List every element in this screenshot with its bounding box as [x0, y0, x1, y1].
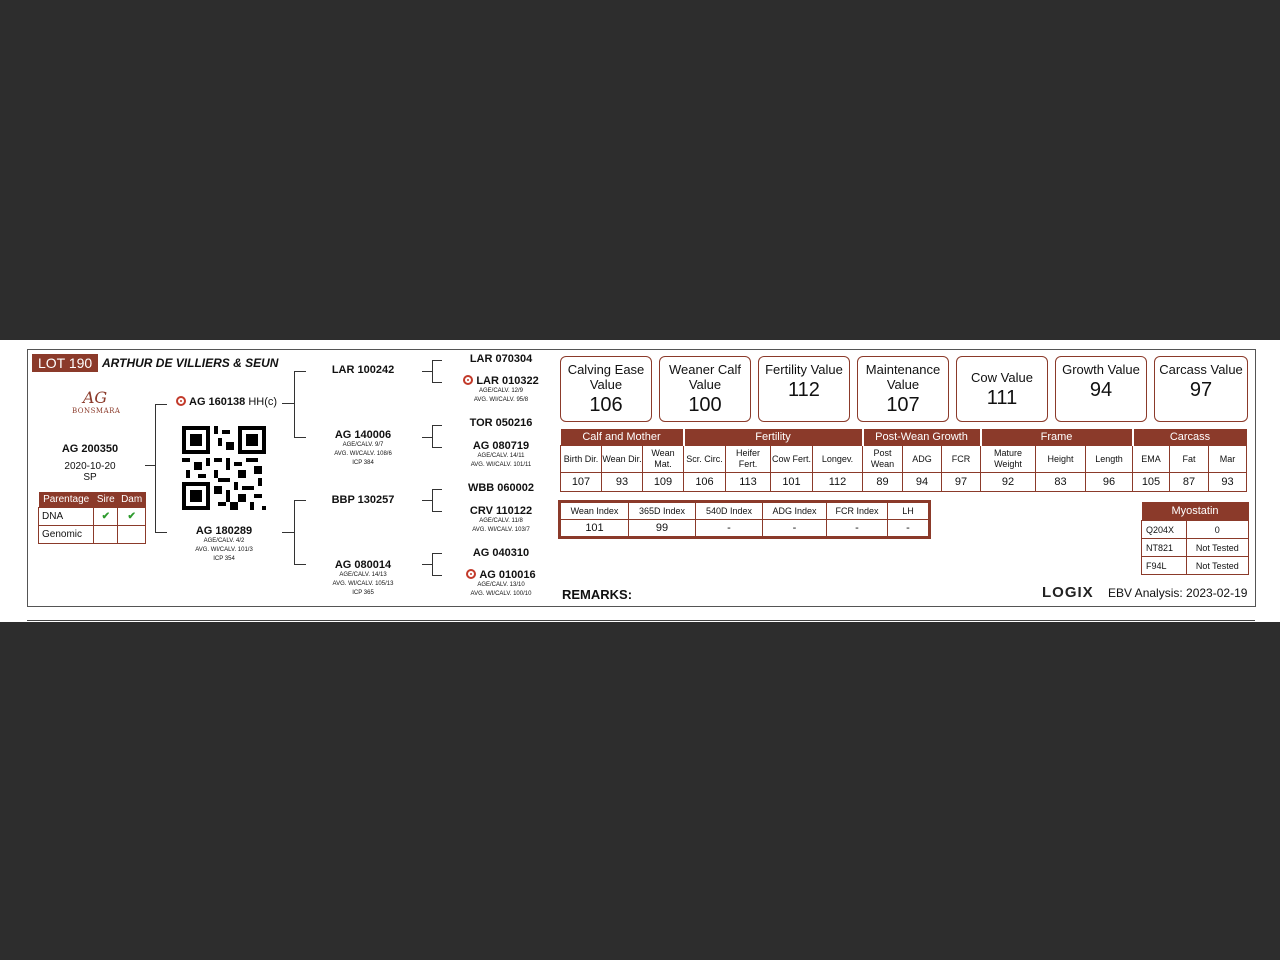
- age-calv: AGE/CALV. 11/8: [479, 518, 523, 524]
- index-value: -: [763, 520, 827, 537]
- avg-wi: AVG. WI/CALV. 103/7: [472, 527, 530, 533]
- great-grandsire: TOR 050216: [469, 417, 533, 429]
- connector: [432, 425, 442, 426]
- icp: ICP 365: [352, 590, 374, 596]
- ebv-column: Birth Dir.: [561, 446, 602, 473]
- connector: [282, 403, 294, 404]
- avg-wi: AVG. WI/CALV. 101/11: [470, 462, 532, 468]
- icp: ICP 384: [352, 460, 374, 466]
- value-label: Maintenance Value: [865, 362, 941, 392]
- check-icon: ✔: [118, 508, 146, 526]
- group-header: Carcass: [1133, 429, 1247, 446]
- value-box-maintenance: [857, 356, 949, 422]
- ebv-value: 93: [602, 473, 643, 492]
- ebv-column: Scr. Circ.: [684, 446, 726, 473]
- value-box-carcass: [1154, 356, 1248, 422]
- great-granddam: [456, 505, 546, 535]
- ebv-column: Length: [1086, 446, 1133, 473]
- sire-entry: [176, 396, 277, 408]
- group-header: Calf and Mother: [561, 429, 684, 446]
- parentage-header: Parentage: [39, 492, 94, 508]
- ebv-value: 83: [1036, 473, 1086, 492]
- ebv-column: FCR: [942, 446, 981, 473]
- value-label: Weaner Calf Value: [668, 362, 741, 392]
- age-calv: AGE/CALV. 12/9: [478, 388, 524, 394]
- lot-card: [0, 340, 1280, 622]
- bonsmara-logo: [72, 388, 121, 422]
- great-grandsire: LAR 070304: [469, 353, 533, 365]
- group-header: Fertility: [684, 429, 863, 446]
- ebv-value: 107: [561, 473, 602, 492]
- connector: [422, 564, 432, 565]
- marker: Q204X: [1142, 521, 1187, 539]
- connector: [432, 511, 442, 512]
- dam-avg: AVG. WI/CALV. 101/3: [195, 547, 253, 553]
- maternal-granddam: [318, 559, 408, 598]
- great-grandsire: WBB 060002: [467, 482, 535, 494]
- group-header: Post-Wean Growth: [863, 429, 981, 446]
- marker: NT821: [1142, 539, 1187, 557]
- great-granddam: [456, 375, 546, 405]
- marker: F94L: [1142, 557, 1187, 575]
- target-icon: [176, 396, 186, 406]
- value-box-growth: [1055, 356, 1147, 422]
- value-label: Carcass Value: [1159, 362, 1243, 377]
- dam-entry: [184, 525, 264, 564]
- animal-date: 2020-10-20: [64, 461, 116, 472]
- animal-id: AG 200350: [61, 443, 119, 455]
- connector: [432, 382, 442, 383]
- connector: [432, 489, 433, 511]
- ebv-value: 97: [942, 473, 981, 492]
- marker-result: Not Tested: [1186, 557, 1248, 575]
- index-table: [560, 502, 929, 537]
- lot-number: LOT 190: [32, 354, 98, 372]
- value-label: Cow Value: [971, 370, 1033, 385]
- connector: [432, 575, 442, 576]
- logo-name: BONSMARA: [72, 407, 121, 415]
- marker-result: 0: [1186, 521, 1248, 539]
- ebv-column: Wean Mat.: [643, 446, 684, 473]
- connector: [422, 500, 432, 501]
- age-calv: AGE/CALV. 14/13: [339, 572, 387, 578]
- ebv-table: [560, 429, 1247, 492]
- ebv-value: 94: [903, 473, 942, 492]
- ebv-value: 101: [771, 473, 813, 492]
- myostatin-table: [1141, 502, 1249, 575]
- avg-wi: AVG. WI/CALV. 105/13: [332, 581, 394, 587]
- value-number: 111: [986, 387, 1018, 409]
- value-label: Growth Value: [1062, 362, 1140, 377]
- value-number: 100: [688, 394, 722, 416]
- connector: [432, 425, 433, 447]
- connector: [155, 532, 167, 533]
- ebv-value: 89: [863, 473, 903, 492]
- animal-code: SP: [83, 472, 97, 483]
- ebv-value: 106: [684, 473, 726, 492]
- genomic-dam: [118, 526, 146, 544]
- index-column: Wean Index: [561, 503, 629, 520]
- value-number: 97: [1189, 379, 1213, 401]
- dna-label: DNA: [39, 508, 94, 526]
- great-granddam: [456, 440, 546, 470]
- index-column: LH: [888, 503, 929, 520]
- ebv-value: 109: [643, 473, 684, 492]
- ebv-column: Fat: [1170, 446, 1209, 473]
- connector: [432, 447, 442, 448]
- analysis-date: EBV Analysis: 2023-02-19: [1108, 586, 1248, 600]
- connector: [432, 553, 433, 575]
- value-number: 94: [1089, 379, 1113, 401]
- sire-header: Sire: [94, 492, 118, 508]
- connector: [155, 404, 167, 405]
- target-icon: [463, 375, 473, 385]
- dam-icp: ICP 354: [213, 556, 235, 562]
- ebv-column: Mature Weight: [981, 446, 1036, 473]
- age-calv: AGE/CALV. 9/7: [342, 442, 384, 448]
- connector: [145, 465, 155, 466]
- sire-suffix: HH(c): [248, 396, 278, 408]
- ebv-value: 112: [813, 473, 863, 492]
- myostatin-title: Myostatin: [1142, 502, 1249, 521]
- ebv-column: Post Wean: [863, 446, 903, 473]
- connector: [282, 532, 294, 533]
- connector: [432, 553, 442, 554]
- paternal-grandsire: LAR 100242: [331, 364, 395, 376]
- index-column: 365D Index: [629, 503, 696, 520]
- ebv-value: 105: [1133, 473, 1170, 492]
- check-icon: ✔: [94, 508, 118, 526]
- ebv-column: ADG: [903, 446, 942, 473]
- connector: [294, 500, 295, 564]
- genomic-label: Genomic: [39, 526, 94, 544]
- owner-name: ARTHUR DE VILLIERS & SEUN: [102, 356, 279, 370]
- ebv-column: Height: [1036, 446, 1086, 473]
- avg-wi: AVG. WI/CALV. 100/10: [470, 591, 532, 597]
- index-column: ADG Index: [763, 503, 827, 520]
- value-box-calving-ease: [560, 356, 652, 422]
- connector: [294, 371, 295, 437]
- index-column: 540D Index: [696, 503, 763, 520]
- dam-header: Dam: [118, 492, 146, 508]
- qr-code[interactable]: [182, 426, 266, 510]
- value-number: 106: [589, 394, 623, 416]
- great-granddam: [456, 569, 546, 599]
- connector: [294, 500, 306, 501]
- animal-id: AG 080719: [472, 440, 530, 452]
- logix-logo: LOGIX: [1042, 584, 1094, 601]
- connector: [294, 371, 306, 372]
- paternal-granddam: [318, 429, 408, 468]
- avg-wi: AVG. WI/CALV. 108/6: [334, 451, 392, 457]
- animal-id: AG 010016: [479, 569, 536, 581]
- sire-id: AG 160138: [189, 396, 246, 408]
- dam-age: AGE/CALV. 4/2: [203, 538, 245, 544]
- connector: [432, 360, 442, 361]
- connector: [432, 489, 442, 490]
- great-grandsire: AG 040310: [472, 547, 530, 559]
- value-label: Fertility Value: [765, 362, 843, 377]
- connector: [422, 437, 432, 438]
- ebv-value: 113: [726, 473, 771, 492]
- connector: [432, 360, 433, 382]
- age-calv: AGE/CALV. 13/10: [477, 582, 525, 588]
- maternal-grandsire: BBP 130257: [331, 494, 395, 506]
- ebv-column: Wean Dir.: [602, 446, 643, 473]
- ebv-value: 93: [1209, 473, 1247, 492]
- value-number: 107: [886, 394, 920, 416]
- genomic-sire: [94, 526, 118, 544]
- value-box-weaner-calf: [659, 356, 751, 422]
- animal-id: CRV 110122: [469, 505, 533, 517]
- ebv-column: Mar: [1209, 446, 1247, 473]
- connector: [294, 437, 306, 438]
- group-header: Frame: [981, 429, 1133, 446]
- value-box-cow: [956, 356, 1048, 422]
- value-box-fertility: [758, 356, 850, 422]
- avg-wi: AVG. WI/CALV. 95/8: [473, 397, 529, 403]
- animal-id: AG 140006: [334, 429, 392, 441]
- animal-id: LAR 010322: [476, 375, 539, 387]
- ebv-value: 92: [981, 473, 1036, 492]
- connector: [422, 371, 432, 372]
- index-value: -: [696, 520, 763, 537]
- index-column: FCR Index: [827, 503, 888, 520]
- marker-result: Not Tested: [1186, 539, 1248, 557]
- index-value: -: [827, 520, 888, 537]
- age-calv: AGE/CALV. 14/11: [477, 453, 525, 459]
- ebv-column: Cow Fert.: [771, 446, 813, 473]
- dam-id: AG 180289: [195, 525, 253, 537]
- target-icon: [466, 569, 476, 579]
- value-number: 112: [788, 379, 820, 401]
- remarks-label: REMARKS:: [562, 587, 633, 602]
- index-value: 99: [629, 520, 696, 537]
- connector: [294, 564, 306, 565]
- animal-id: AG 080014: [334, 559, 392, 571]
- index-value: 101: [561, 520, 629, 537]
- divider: [27, 620, 1255, 621]
- parentage-table: [38, 492, 146, 544]
- value-label: Calving Ease Value: [567, 362, 645, 392]
- ebv-column: Heifer Fert.: [726, 446, 771, 473]
- connector: [155, 404, 156, 532]
- ebv-value: 96: [1086, 473, 1133, 492]
- index-value: -: [888, 520, 929, 537]
- ebv-column: EMA: [1133, 446, 1170, 473]
- ebv-value: 87: [1170, 473, 1209, 492]
- logo-mark: AG: [82, 388, 108, 407]
- ebv-column: Longev.: [813, 446, 863, 473]
